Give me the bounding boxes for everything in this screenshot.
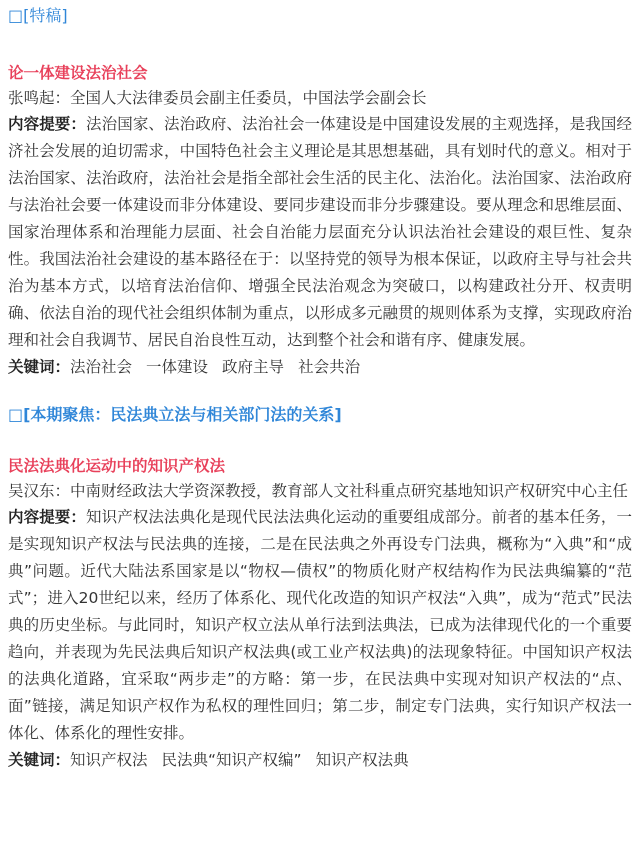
keyword: 知识产权法典 xyxy=(315,751,409,769)
article-abstract-1 xyxy=(8,111,632,354)
keywords-label-1: 关键词： xyxy=(8,358,71,376)
abstract-label-2: 内容提要： xyxy=(8,508,87,526)
keyword: 知识产权法 xyxy=(70,751,148,769)
article-author-1: 张鸣起：全国人大法律委员会副主任委员，中国法学会副会长 xyxy=(8,89,427,107)
keyword: 政府主导 xyxy=(222,358,285,376)
keyword: 社会共治 xyxy=(298,358,361,376)
article-title-1[interactable]: 论一体建设法治社会 xyxy=(8,64,148,82)
keywords-label-2: 关键词： xyxy=(8,751,71,769)
section-header-special: □[特稿] xyxy=(8,6,68,25)
abstract-text-2: 知识产权法法典化是现代民法法典化运动的重要组成部分。前者的基本任务，一是实现知识产权法与民法典的连接，二是在民法典之外再设专门法典，概称为“入典”和“成典”问题。近代大陆法系国家是以“物权—债权”的物质化财产权结构作为民法典编纂的“范式”；进入20世纪以来，经历了体系化、现代化改造的知识产权法“入典”，成为“范式”民法典的历史坐标。与此同时，知识产权立法从单行法到法典法，已成为法律现代化的一个重要趋向，并表现为先民法典后知识产权法典(或工业产权法典)的法现象特征。中国知识产权法的法典化道路，宜采取“两步走”的方略：第一步，在民法典中实现对知识产权法的“点、面”链接，满足知识产权作为私权的理性回归；第二步，制定专门法典，实行知识产权法一体化、体系化的理性安排。 xyxy=(8,508,632,742)
keyword: 一体建设 xyxy=(146,358,209,376)
article-title-2[interactable]: 民法法典化运动中的知识产权法 xyxy=(8,457,226,475)
keyword: 法治社会 xyxy=(70,358,133,376)
article-keywords-1 xyxy=(8,354,632,381)
section-header-focus: □[本期聚焦：民法典立法与相关部门法的关系] xyxy=(8,405,342,424)
article-author-2: 吴汉东：中南财经政法大学资深教授，教育部人文社科重点研究基地知识产权研究中心主任 xyxy=(8,482,629,500)
abstract-text-1: 法治国家、法治政府、法治社会一体建设是中国建设发展的主观选择，是我国经济社会发展的迫切需求，中国特色社会主义理论是其思想基础，具有划时代的意义。相对于法治国家、法治政府，法治社会是指全部社会生活的民主化、法治化。法治国家、法治政府与法治社会要一体建设而非分体建设、要同步建设而非分步骤建设。要从理念和思维层面、国家治理体系和治理能力层面、社会自治能力层面充分认识法治社会建设的艰巨性、复杂性。我国法治社会建设的基本路径在于：以坚持党的领导为根本保证，以政府主导与社会共治为基本方式，以培育法治信仰、增强全民法治观念为突破口，以构建政社分开、权责明确、依法自治的现代社会组织体制为重点，以形成多元融贯的规则体系为支撑，实现政府治理和社会自我调节、居民自治良性互动，达到整个社会和谐有序、健康发展。 xyxy=(8,115,632,349)
article-page xyxy=(0,4,640,774)
abstract-label-1: 内容提要： xyxy=(8,115,87,133)
article-keywords-2 xyxy=(8,747,632,774)
keyword: 民法典“知识产权编” xyxy=(161,751,302,769)
article-abstract-2 xyxy=(8,504,632,747)
